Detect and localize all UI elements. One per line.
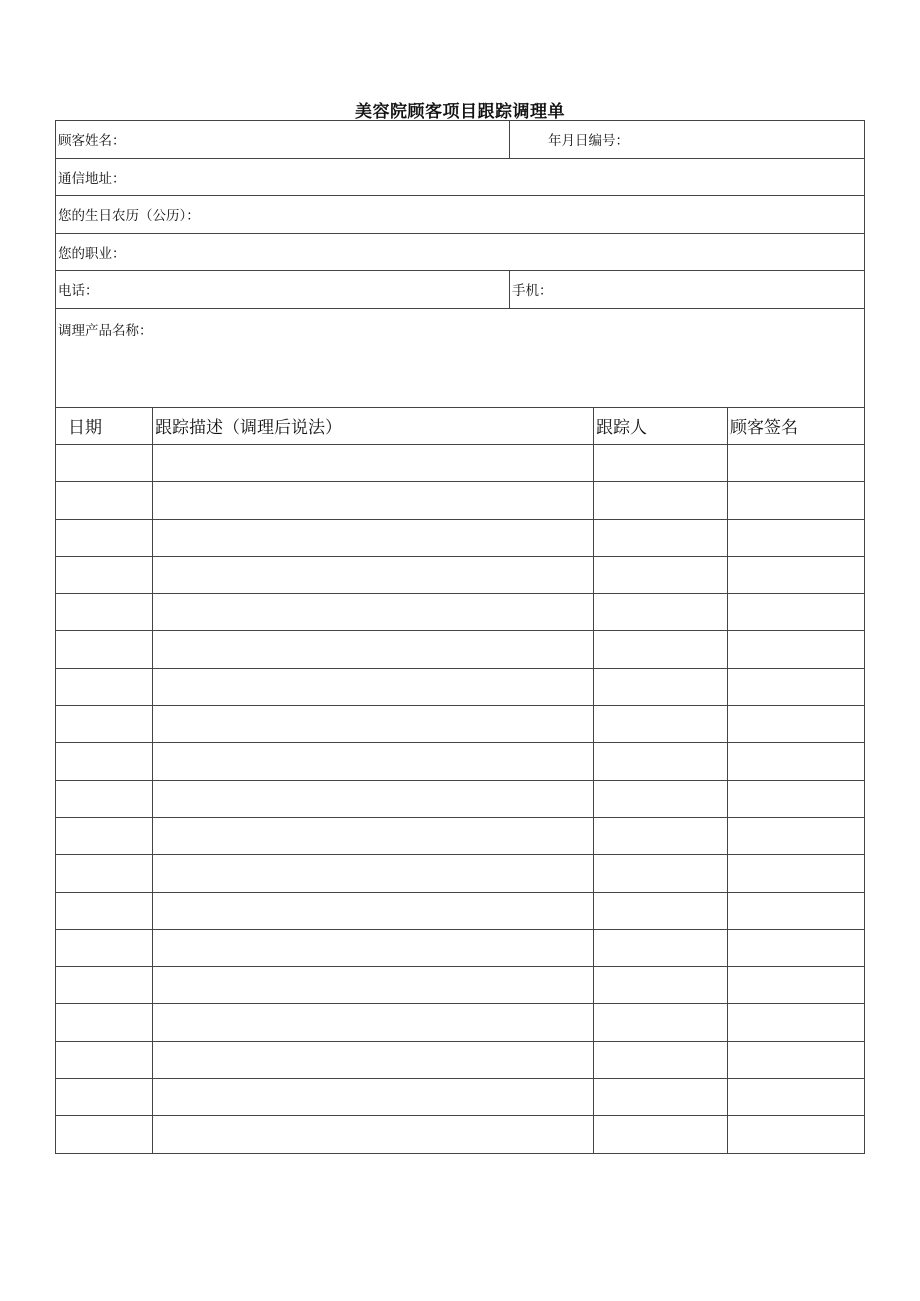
table-row — [56, 967, 865, 1004]
log-description-cell[interactable] — [153, 668, 594, 705]
table-row — [56, 892, 865, 929]
log-tracker-cell[interactable] — [594, 631, 728, 668]
phone-row — [56, 271, 865, 309]
log-tracker-cell[interactable] — [594, 556, 728, 593]
name-row — [56, 121, 865, 159]
table-row — [56, 706, 865, 743]
log-signature-cell[interactable] — [728, 482, 865, 519]
address-row — [56, 158, 865, 196]
table-row — [56, 631, 865, 668]
log-signature-cell[interactable] — [728, 594, 865, 631]
log-date-cell[interactable] — [56, 706, 153, 743]
log-date-cell[interactable] — [56, 780, 153, 817]
log-description-cell[interactable] — [153, 780, 594, 817]
log-signature-cell[interactable] — [728, 1116, 865, 1153]
log-description-cell[interactable] — [153, 631, 594, 668]
mobile-field[interactable]: 手机： — [510, 271, 865, 309]
table-row — [56, 817, 865, 854]
log-description-cell[interactable] — [153, 556, 594, 593]
table-row — [56, 1079, 865, 1116]
log-date-cell[interactable] — [56, 556, 153, 593]
log-date-cell[interactable] — [56, 967, 153, 1004]
log-signature-cell[interactable] — [728, 1004, 865, 1041]
log-tracker-cell[interactable] — [594, 706, 728, 743]
log-tracker-cell[interactable] — [594, 668, 728, 705]
log-tracker-cell[interactable] — [594, 594, 728, 631]
log-signature-cell[interactable] — [728, 519, 865, 556]
log-date-cell[interactable] — [56, 817, 153, 854]
log-signature-cell[interactable] — [728, 631, 865, 668]
table-row — [56, 668, 865, 705]
log-tracker-cell[interactable] — [594, 1079, 728, 1116]
log-signature-cell[interactable] — [728, 743, 865, 780]
log-signature-cell[interactable] — [728, 929, 865, 966]
header-date: 日期 — [56, 407, 153, 445]
log-date-cell[interactable] — [56, 482, 153, 519]
log-description-cell[interactable] — [153, 855, 594, 892]
log-description-cell[interactable] — [153, 1041, 594, 1078]
log-description-cell[interactable] — [153, 519, 594, 556]
table-row — [56, 519, 865, 556]
table-row — [56, 594, 865, 631]
log-description-cell[interactable] — [153, 1079, 594, 1116]
log-date-cell[interactable] — [56, 1004, 153, 1041]
log-description-cell[interactable] — [153, 706, 594, 743]
phone-field[interactable]: 电话： — [56, 271, 510, 309]
log-description-cell[interactable] — [153, 892, 594, 929]
birthday-field[interactable]: 您的生日农历（公历）： — [56, 196, 865, 234]
log-date-cell[interactable] — [56, 1041, 153, 1078]
log-signature-cell[interactable] — [728, 967, 865, 1004]
log-description-cell[interactable] — [153, 1116, 594, 1153]
table-row — [56, 855, 865, 892]
table-row — [56, 482, 865, 519]
product-row — [56, 308, 865, 407]
log-description-cell[interactable] — [153, 445, 594, 482]
log-description-cell[interactable] — [153, 482, 594, 519]
log-signature-cell[interactable] — [728, 445, 865, 482]
log-tracker-cell[interactable] — [594, 780, 728, 817]
log-description-cell[interactable] — [153, 1004, 594, 1041]
log-date-cell[interactable] — [56, 743, 153, 780]
log-description-cell[interactable] — [153, 743, 594, 780]
log-tracker-cell[interactable] — [594, 1041, 728, 1078]
log-description-cell[interactable] — [153, 817, 594, 854]
log-tracker-cell[interactable] — [594, 929, 728, 966]
log-tracker-cell[interactable] — [594, 519, 728, 556]
table-row — [56, 1116, 865, 1153]
table-row — [56, 1041, 865, 1078]
date-number-field[interactable]: 年月日编号： — [510, 121, 865, 159]
log-tracker-cell[interactable] — [594, 892, 728, 929]
log-signature-cell[interactable] — [728, 1079, 865, 1116]
form-title: 美容院顾客项目跟踪调理单 — [355, 102, 565, 122]
log-date-cell[interactable] — [56, 445, 153, 482]
log-tracker-cell[interactable] — [594, 1004, 728, 1041]
log-signature-cell[interactable] — [728, 706, 865, 743]
log-description-cell[interactable] — [153, 929, 594, 966]
address-field[interactable]: 通信地址： — [56, 158, 865, 196]
occupation-field[interactable]: 您的职业： — [56, 233, 865, 271]
table-row — [56, 1004, 865, 1041]
header-tracker: 跟踪人 — [594, 407, 728, 445]
log-date-cell[interactable] — [56, 1116, 153, 1153]
log-description-cell[interactable] — [153, 594, 594, 631]
header-signature: 顾客签名 — [728, 407, 865, 445]
log-date-cell[interactable] — [56, 855, 153, 892]
table-row — [56, 929, 865, 966]
product-name-field[interactable]: 调理产品名称： — [56, 308, 865, 407]
log-tracker-cell[interactable] — [594, 855, 728, 892]
header-description: 跟踪描述（调理后说法） — [153, 407, 594, 445]
table-row — [56, 445, 865, 482]
log-signature-cell[interactable] — [728, 892, 865, 929]
log-tracker-cell[interactable] — [594, 817, 728, 854]
log-date-cell[interactable] — [56, 594, 153, 631]
log-tracker-cell[interactable] — [594, 967, 728, 1004]
log-signature-cell[interactable] — [728, 1041, 865, 1078]
log-tracker-cell[interactable] — [594, 445, 728, 482]
customer-name-field[interactable]: 顾客姓名： — [56, 121, 510, 159]
occupation-row — [56, 233, 865, 271]
log-date-cell[interactable] — [56, 631, 153, 668]
log-tracker-cell[interactable] — [594, 743, 728, 780]
log-date-cell[interactable] — [56, 668, 153, 705]
log-tracker-cell[interactable] — [594, 482, 728, 519]
log-date-cell[interactable] — [56, 519, 153, 556]
log-signature-cell[interactable] — [728, 855, 865, 892]
log-description-cell[interactable] — [153, 967, 594, 1004]
log-signature-cell[interactable] — [728, 817, 865, 854]
log-signature-cell[interactable] — [728, 668, 865, 705]
log-tracker-cell[interactable] — [594, 1116, 728, 1153]
table-row — [56, 780, 865, 817]
log-date-cell[interactable] — [56, 929, 153, 966]
log-date-cell[interactable] — [56, 1079, 153, 1116]
table-row — [56, 556, 865, 593]
log-signature-cell[interactable] — [728, 556, 865, 593]
birthday-row — [56, 196, 865, 234]
log-header-row — [56, 407, 865, 445]
log-signature-cell[interactable] — [728, 780, 865, 817]
log-date-cell[interactable] — [56, 892, 153, 929]
tracking-form-table — [55, 120, 865, 1154]
table-row — [56, 743, 865, 780]
